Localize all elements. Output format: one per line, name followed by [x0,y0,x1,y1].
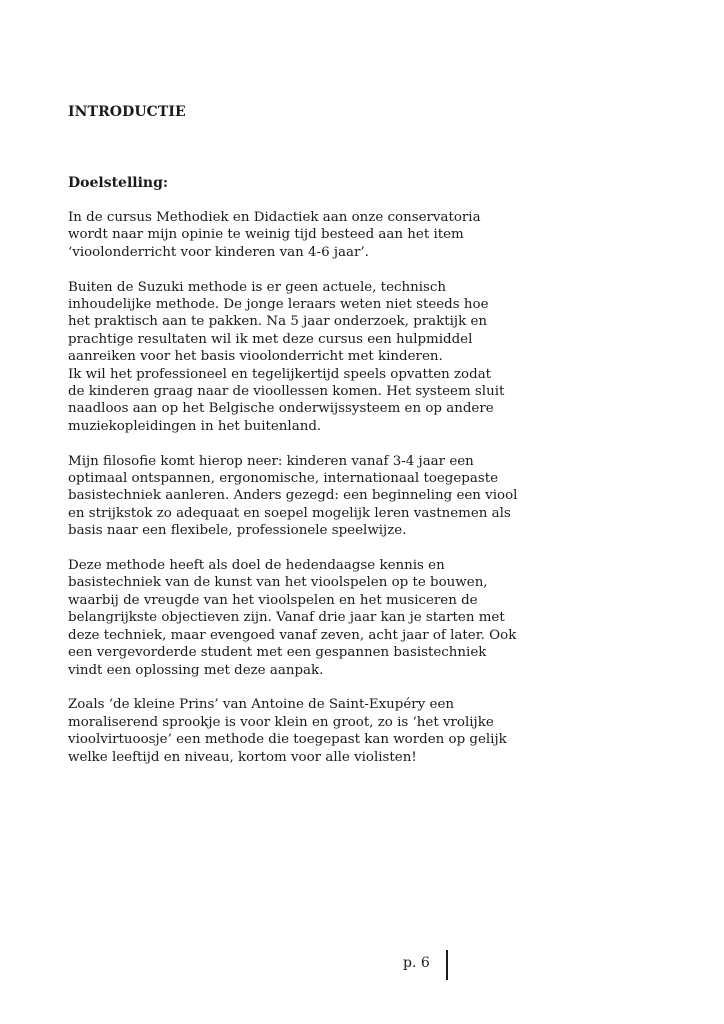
paragraph-5 [68,696,507,766]
text-line: Deze methode heeft als doel de hedendaagse kennis en [68,558,445,574]
paragraph-4 [68,557,517,679]
text-line: basis naar een flexibele, professionele speelwijze. [68,523,407,539]
text-line: vioolvirtuoosje’ een methode die toegepast kan worden op gelijk [68,732,507,748]
text-line: welke leeftijd en niveau, kortom voor alle violisten! [68,749,417,765]
text-line: wordt naar mijn opinie te weinig tijd besteed aan het item [68,227,464,243]
text-line: naadloos aan op het Belgische onderwijssysteem en op andere [68,401,494,417]
text-line: en strijkstok zo adequaat en soepel mogelijk leren vastnemen als [68,505,511,521]
text-line: vindt een oplossing met deze aanpak. [68,662,324,678]
text-line: Mijn filosofie komt hierop neer: kinderen vanaf 3-4 jaar een [68,453,474,469]
text-line: een vergevorderde student met een gespannen basistechniek [68,645,487,661]
text-line: muziekopleidingen in het buitenland. [68,418,322,434]
text-line: Ik wil het professioneel en tegelijkertijd speels opvatten zodat [68,366,492,382]
text-line: het praktisch aan te pakken. Na 5 jaar onderzoek, praktijk en [68,314,487,330]
text-line: optimaal ontspannen, ergonomische, internationaal toegepaste [68,471,499,487]
text-line: ‘vioolonderricht voor kinderen van 4-6 jaar’. [68,244,369,260]
text-line: waarbij de vreugde van het vioolspelen en het musiceren de [68,592,478,608]
paragraph-2 [68,279,505,436]
text-line: prachtige resultaten wil ik met deze cursus een hulpmiddel [68,331,473,347]
page-number: p. 6 [403,955,430,971]
text-line: aanreiken voor het basis vioolonderricht met kinderen. [68,349,443,365]
text-line: inhoudelijke methode. De jonge leraars weten niet steeds hoe [68,297,489,313]
text-line: deze techniek, maar evengoed vanaf zeven, acht jaar of later. Ook [68,627,517,643]
page-title: INTRODUCTIE [68,104,186,120]
text-line: basistechniek aanleren. Anders gezegd: een beginneling een viool [68,488,518,504]
text-line: basistechniek van de kunst van het vioolspelen op te bouwen, [68,575,488,591]
footer-divider [446,950,448,980]
section-heading: Doelstelling: [68,175,169,191]
text-line: In de cursus Methodiek en Didactiek aan onze conservatoria [68,210,481,225]
text-line: de kinderen graag naar de vioollessen komen. Het systeem sluit [68,384,505,400]
body-text [68,209,518,783]
text-line: Buiten de Suzuki methode is er geen actuele, technisch [68,279,447,295]
text-line: Zoals ‘de kleine Prins’ van Antoine de Saint-Exupéry een [68,697,455,713]
text-line: moraliserend sprookje is voor klein en groot, zo is ‘het vrolijke [68,714,494,730]
text-line: belangrijkste objectieven zijn. Vanaf drie jaar kan je starten met [68,610,505,626]
paragraph-1 [68,209,488,261]
paragraph-3 [68,453,518,540]
